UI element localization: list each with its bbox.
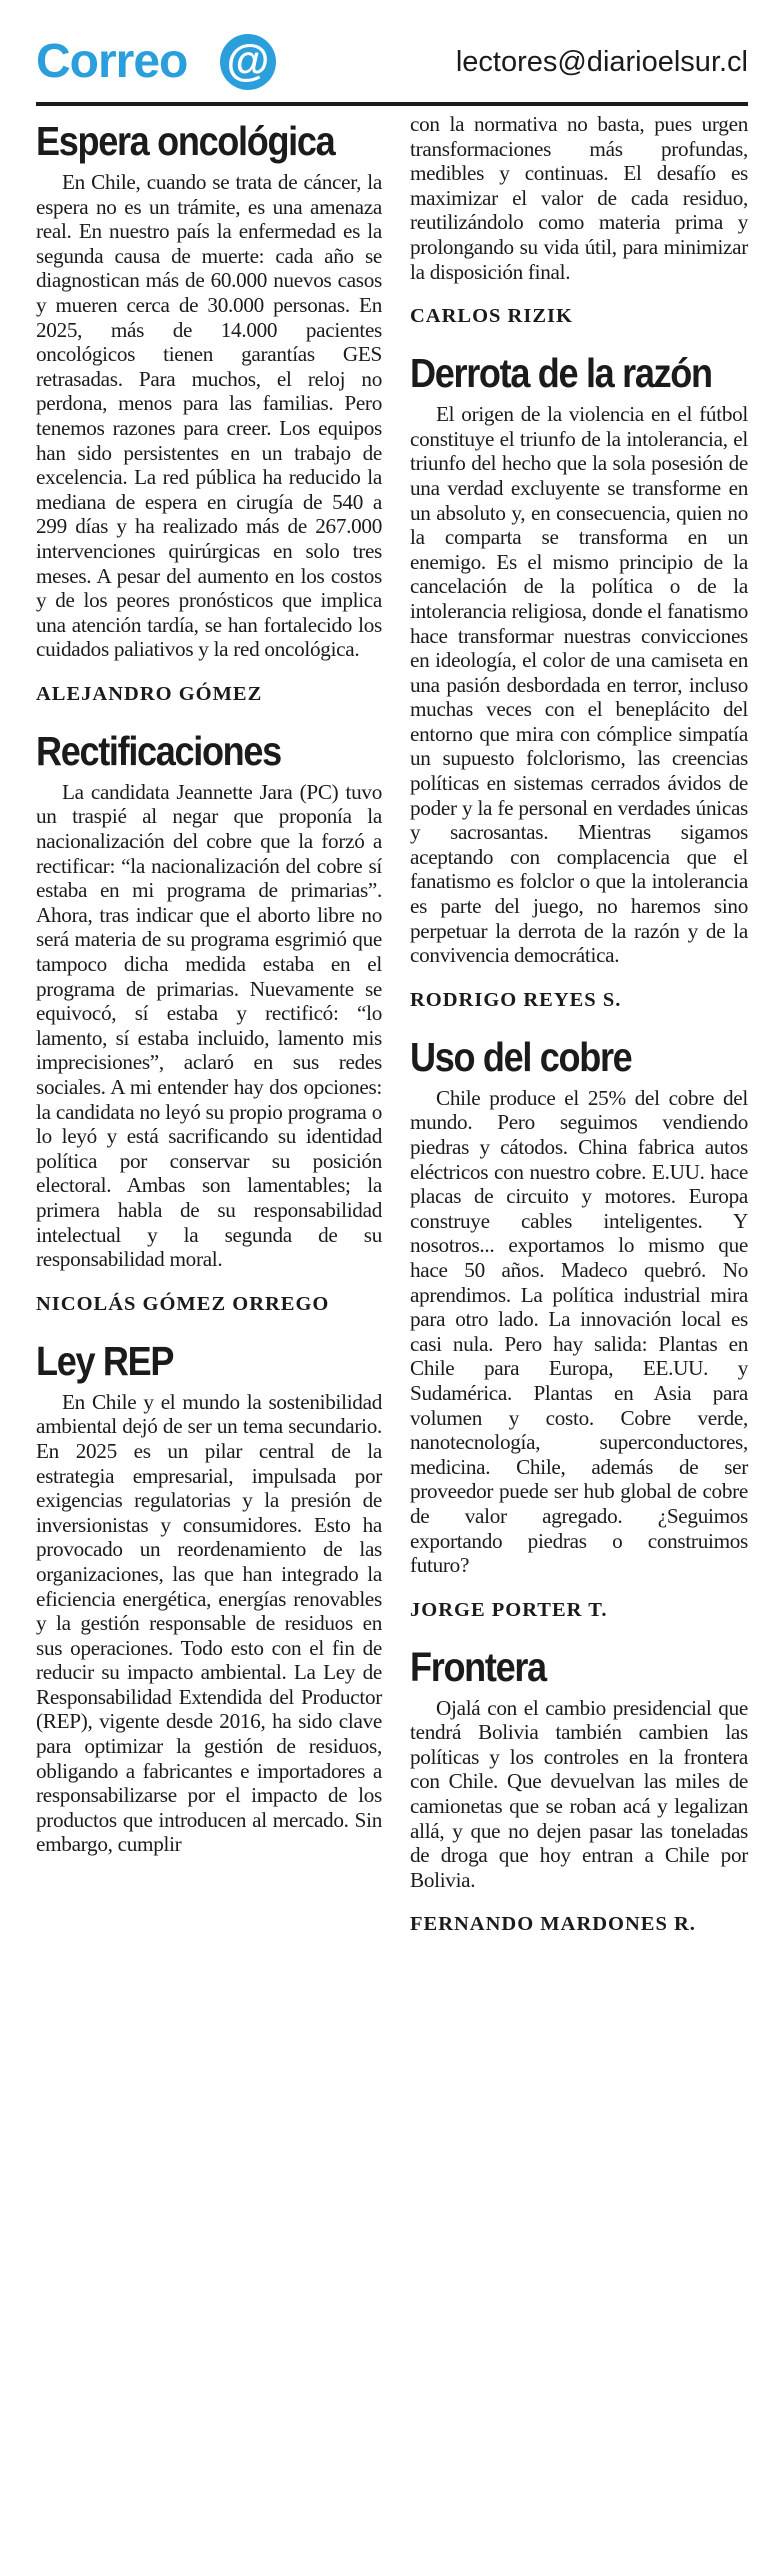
letter-ley-rep-continuation [410,112,748,330]
contact-email[interactable]: lectores@diarioelsur.cl [455,46,748,78]
letter-body: La candidata Jeannette Jara (PC) tuvo un traspié al negar que proponía la nacionalización del cobre que la forzó a rectificar: “la nacionalización del cobre sí estaba en mi programa de primarias”. Ahora, tras indicar que el aborto libre no será materia de su programa esgrimió que tampoco dicha medida estaba en el programa de primarias. Nuevamente se equivocó, sí estaba y rectificó: “lo lamento, sí estaba incluido, lamento mis imprecisiones”, aclaró en sus redes sociales. A mi entender hay dos opciones: la candidata no leyó su propio programa o lo leyó y está sacrificando su identidad política por conservar su posición electoral. Ambas son lamentables; la primera habla de su responsabilidad intelectual y la segunda de su responsabilidad moral. [36,779,382,1272]
letter-author: JORGE PORTER T. [410,1598,608,1621]
letter-title: Rectificaciones [36,727,281,774]
letter-body: Ojalá con el cambio presidencial que tendrá Bolivia también cambien las políticas y los controles en la frontera con Chile. Que devuelvan las miles de camionetas que se roban acá y legalizan allá, y que no dejen pasar las toneladas de droga que hoy entran a Chile por Bolivia. [410,1695,748,1892]
letter-ley-rep [36,1336,382,1857]
letter-title: Derrota de la razón [410,350,712,397]
letter-body: En Chile, cuando se trata de cáncer, la espera no es un trámite, es una amenaza real. En nuestro país la enfermedad es la segunda causa de muerte: cada año se diagnostican más de 60.000 nuevos casos y mueren cerca de 30.000 personas. En 2025, más de 14.000 pacientes oncológicos tienen garantías GES retrasadas. Para muchos, el reloj no perdona, menos para las familias. Pero tenemos razones para creer. Los equipos han sido persistentes en un trabajo de excelencia. La red pública ha reducido la mediana de espera en cirugía de 540 a 299 días y ha realizado más de 267.000 intervenciones quirúrgicas en solo tres meses. A pesar del aumento en los costos y de los peores pronósticos que implica una atención tardía, se han fortalecido los cuidados paliativos y la red oncológica. [36,170,382,662]
left-column [36,112,382,1875]
section-header [36,34,748,90]
letter-body: Chile produce el 25% del cobre del mundo. Pero seguimos vendiendo piedras y cátodos. China fabrica autos eléctricos con nuestro cobre. E.UU. hace placas de circuito y motores. Europa construye cables inteligentes. Y nosotros... exportamos lo mismo que hace 50 años. Madeco quebró. No aprendimos. La política industrial mira para otro lado. La innovación local es casi nula. Pero hay salida: Plantas en Chile para Europa, EE.UU. y Sudamérica. Plantas en Asia para volumen y costo. Cobre verde, nanotecnología, superconductores, medicina. Chile, además de ser proveedor puede ser hub global de cobre de valor agregado. ¿Seguimos exportando piedras o construimos futuro? [410,1085,748,1578]
letter-body-continuation: con la normativa no basta, pues urgen transformaciones más profundas, medibles y continuas. El desafío es maximizar el valor de cada residuo, reutilizándolo como materia prima y prolongando su vida útil, para minimizar la disposición final. [410,112,748,284]
right-column [410,112,748,1956]
letter-title: Uso del cobre [410,1033,632,1080]
letter-derrota-de-la-razon [410,348,748,1014]
at-sign-icon: @ [220,34,276,90]
letter-espera-oncologica [36,116,382,708]
letter-title: Espera oncológica [36,118,335,164]
letter-author: NICOLÁS GÓMEZ ORREGO [36,1292,330,1315]
letter-author: RODRIGO REYES S. [410,988,622,1011]
letter-uso-del-cobre [410,1032,748,1624]
letter-frontera [410,1642,748,1939]
letter-body: El origen de la violencia en el fútbol constituye el triunfo de la intolerancia, el triunfo del hecho que la sola posesión de una verdad excluyente se transforme en un absoluto y, en consecuencia, quien no la comparta se transforma en un enemigo. Es el mismo principio de la cancelación de la política o de la intolerancia religiosa, donde el fanatismo hace transformar nuestras convicciones en ideología, el color de una camiseta en una pasión desbordada en terror, incluso muchas veces con el beneplácito del entorno que mira con cómplice simpatía un supuesto folclorismo, las creencias políticas en sistemas cerrados ávidos de poder y la fe personal en verdades únicas y sacrosantas. Mientras sigamos aceptando con complacencia que el fanatismo es folclor o que la intolerancia es parte del juego, no haremos sino perpetuar la derrota de la razón y de la convivencia democrática. [410,402,748,968]
letter-title: Frontera [410,1643,546,1690]
letter-rectificaciones [36,726,382,1318]
letter-body: En Chile y el mundo la sostenibilidad ambiental dejó de ser un tema secundario. En 2025 es un pilar central de la estrategia empresarial, impulsada por exigencias regulatorias y la presión de inversionistas y consumidores. Esto ha provocado un reordenamiento de las organizaciones, las que han integrado la eficiencia energética, energías renovables y la gestión responsable de residuos en sus operaciones. Todo esto con el fin de reducir su impacto ambiental. La Ley de Responsabilidad Extendida del Productor (REP), vigente desde 2016, ha sido clave para optimizar la gestión de residuos, obligando a fabricantes e importadores a responsabilizarse por el impacto de los productos que introducen al mercado. Sin embargo, cumplir [36,1389,382,1857]
letter-title: Ley REP [36,1337,174,1384]
letter-author: CARLOS RIZIK [410,305,573,328]
header-rule [36,102,748,106]
section-title: Correo [36,35,188,88]
letter-author: ALEJANDRO GÓMEZ [36,682,263,705]
letter-author: FERNANDO MARDONES R. [410,1913,696,1936]
